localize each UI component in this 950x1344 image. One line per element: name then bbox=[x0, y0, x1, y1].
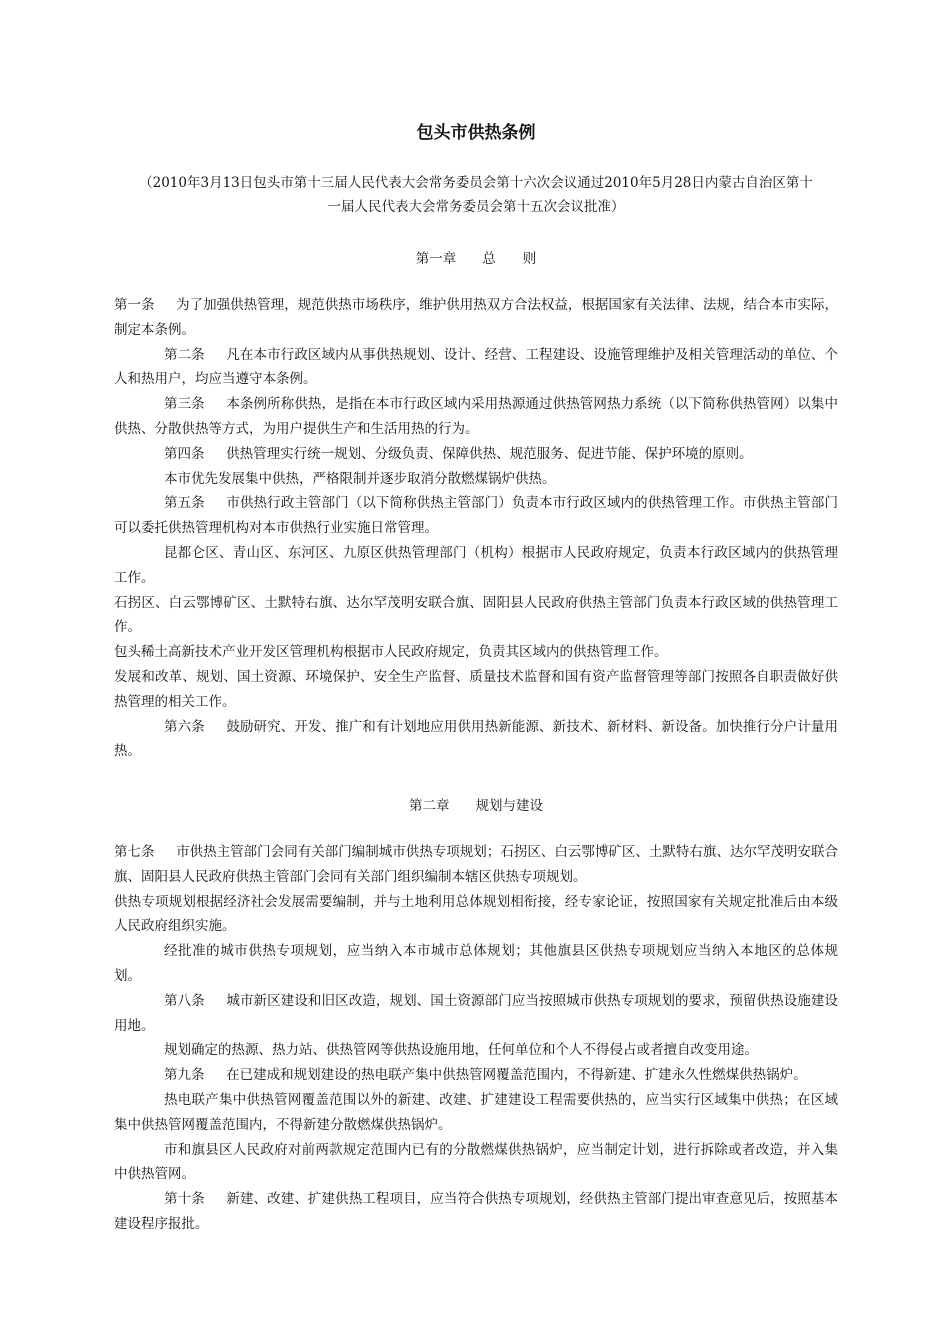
article-5 bbox=[114, 491, 838, 541]
article-8 bbox=[114, 989, 838, 1039]
article-7 bbox=[114, 840, 838, 890]
article-text: 市供热行政主管部门（以下简称供热主管部门）负责本市行政区域内的供热管理工作。市供热主管部门可以委托供热管理机构对本市供热行业实施日常管理。 bbox=[114, 495, 838, 537]
article-2 bbox=[114, 343, 838, 393]
paragraph: 经批准的城市供热专项规划，应当纳入本市城市总体规划；其他旗县区供热专项规划应当纳入本地区的总体规划。 bbox=[114, 943, 838, 984]
paragraph: 供热专项规划根据经济社会发展需要编制，并与土地利用总体规划相衔接，经专家论证，按照国家有关规定批准后由本级人民政府组织实施。 bbox=[114, 893, 838, 935]
approval-note-line-1: （2010年3月13日包头市第十三届人民代表大会常务委员会第十六次会议通过2010年5月28日内蒙古自治区第十 bbox=[139, 175, 813, 191]
paragraph: 规划确定的热源、热力站、供热管网等供热设施用地，任何单位和个人不得侵占或者擅自改变用途。 bbox=[164, 1042, 758, 1059]
chapter-heading-1 bbox=[114, 247, 838, 267]
article-text: 新建、改建、扩建供热工程项目，应当符合供热专项规划，经供热主管部门提出审查意见后，按照基本建设程序报批。 bbox=[114, 1191, 838, 1232]
article-label: 第七条 bbox=[114, 844, 155, 860]
article-label: 第三条 bbox=[164, 396, 205, 413]
article-6 bbox=[114, 715, 838, 765]
article-text: 城市新区建设和旧区改造，规划、国土资源部门应当按照城市供热专项规划的要求，预留供热设施建设用地。 bbox=[114, 992, 838, 1034]
article-label: 第二条 bbox=[164, 346, 205, 363]
paragraph: 石拐区、白云鄂博矿区、土默特右旗、达尔罕茂明安联合旗、固阳县人民政府供热主管部门负责本行政区域的供热管理工作。 bbox=[114, 594, 838, 636]
chapter-number: 第一章 bbox=[415, 251, 457, 267]
chapter-heading-2 bbox=[114, 794, 838, 814]
chapter-number: 第二章 bbox=[409, 798, 450, 814]
chapter-title: 规划与建设 bbox=[475, 798, 543, 814]
article-text: 为了加强供热管理，规范供热市场秩序，维护供用热双方合法权益，根据国家有关法律、法规，结合本市实际，制定本条例。 bbox=[114, 297, 839, 338]
paragraph: 市和旗县区人民政府对前两款规定范围内已有的分散燃煤供热锅炉，应当制定计划，进行拆除或者改造，并入集中供热管网。 bbox=[114, 1141, 838, 1183]
article-label: 第九条 bbox=[164, 1067, 205, 1084]
article-text: 市供热主管部门会同有关部门编制城市供热专项规划；石拐区、白云鄂博矿区、土默特右旗、达尔罕茂明安联合旗、固阳县人民政府供热主管部门会同有关部门组织编制本辖区供热专项规划。 bbox=[114, 844, 839, 885]
article-label: 第十条 bbox=[164, 1191, 205, 1208]
article-label: 第六条 bbox=[164, 718, 205, 735]
article-4 bbox=[114, 442, 838, 467]
paragraph: 昆都仑区、青山区、东河区、九原区供热管理部门（机构）根据市人民政府规定，负责本行政区域内的供热管理工作。 bbox=[114, 544, 838, 586]
article-label: 第五条 bbox=[164, 495, 205, 512]
article-text: 鼓励研究、开发、推广和有计划地应用供用热新能源、新技术、新材料、新设备。加快推行分户计量用热。 bbox=[114, 718, 838, 760]
document-page bbox=[114, 0, 838, 1344]
chapter-2-body bbox=[114, 840, 838, 1237]
article-text: 供热管理实行统一规划、分级负责、保障供热、规范服务、促进节能、保护环境的原则。 bbox=[226, 445, 753, 462]
article-10 bbox=[114, 1187, 838, 1237]
article-text: 在已建成和规划建设的热电联产集中供热管网覆盖范围内，不得新建、扩建永久性燃煤供热锅炉。 bbox=[226, 1067, 807, 1084]
article-1 bbox=[114, 293, 838, 343]
approval-note-line-2: 一届人民代表大会常务委员会第十五次会议批准） bbox=[327, 199, 625, 215]
article-3 bbox=[114, 392, 838, 442]
approval-note bbox=[114, 171, 838, 219]
article-label: 第八条 bbox=[164, 992, 205, 1009]
article-text: 本条例所称供热，是指在本市行政区域内采用热源通过供热管网热力系统（以下简称供热管网）以集中供热、分散供热等方式，为用户提供生产和生活用热的行为。 bbox=[114, 396, 838, 437]
article-label: 第四条 bbox=[164, 445, 205, 462]
chapter-1-body bbox=[114, 293, 838, 764]
paragraph: 本市优先发展集中供热，严格限制并逐步取消分散燃煤锅炉供热。 bbox=[164, 470, 556, 487]
chapter-title: 总 则 bbox=[482, 251, 537, 267]
paragraph: 热电联产集中供热管网覆盖范围以外的新建、改建、扩建建设工程需要供热的，应当实行区域集中供热；在区域集中供热管网覆盖范围内，不得新建分散燃煤供热锅炉。 bbox=[114, 1091, 838, 1133]
article-text: 凡在本市行政区域内从事供热规划、设计、经营、工程建设、设施管理维护及相关管理活动的单位、个人和热用户，均应当遵守本条例。 bbox=[114, 346, 838, 388]
paragraph: 发展和改革、规划、国土资源、环境保护、安全生产监督、质量技术监督和国有资产监督管理等部门按照各自职责做好供热管理的相关工作。 bbox=[114, 668, 838, 710]
document-title: 包头市供热条例 bbox=[416, 123, 536, 143]
article-label: 第一条 bbox=[114, 297, 155, 313]
article-9 bbox=[114, 1063, 838, 1088]
paragraph: 包头稀土高新技术产业开发区管理机构根据市人民政府规定，负责其区域内的供热管理工作。 bbox=[114, 644, 668, 661]
